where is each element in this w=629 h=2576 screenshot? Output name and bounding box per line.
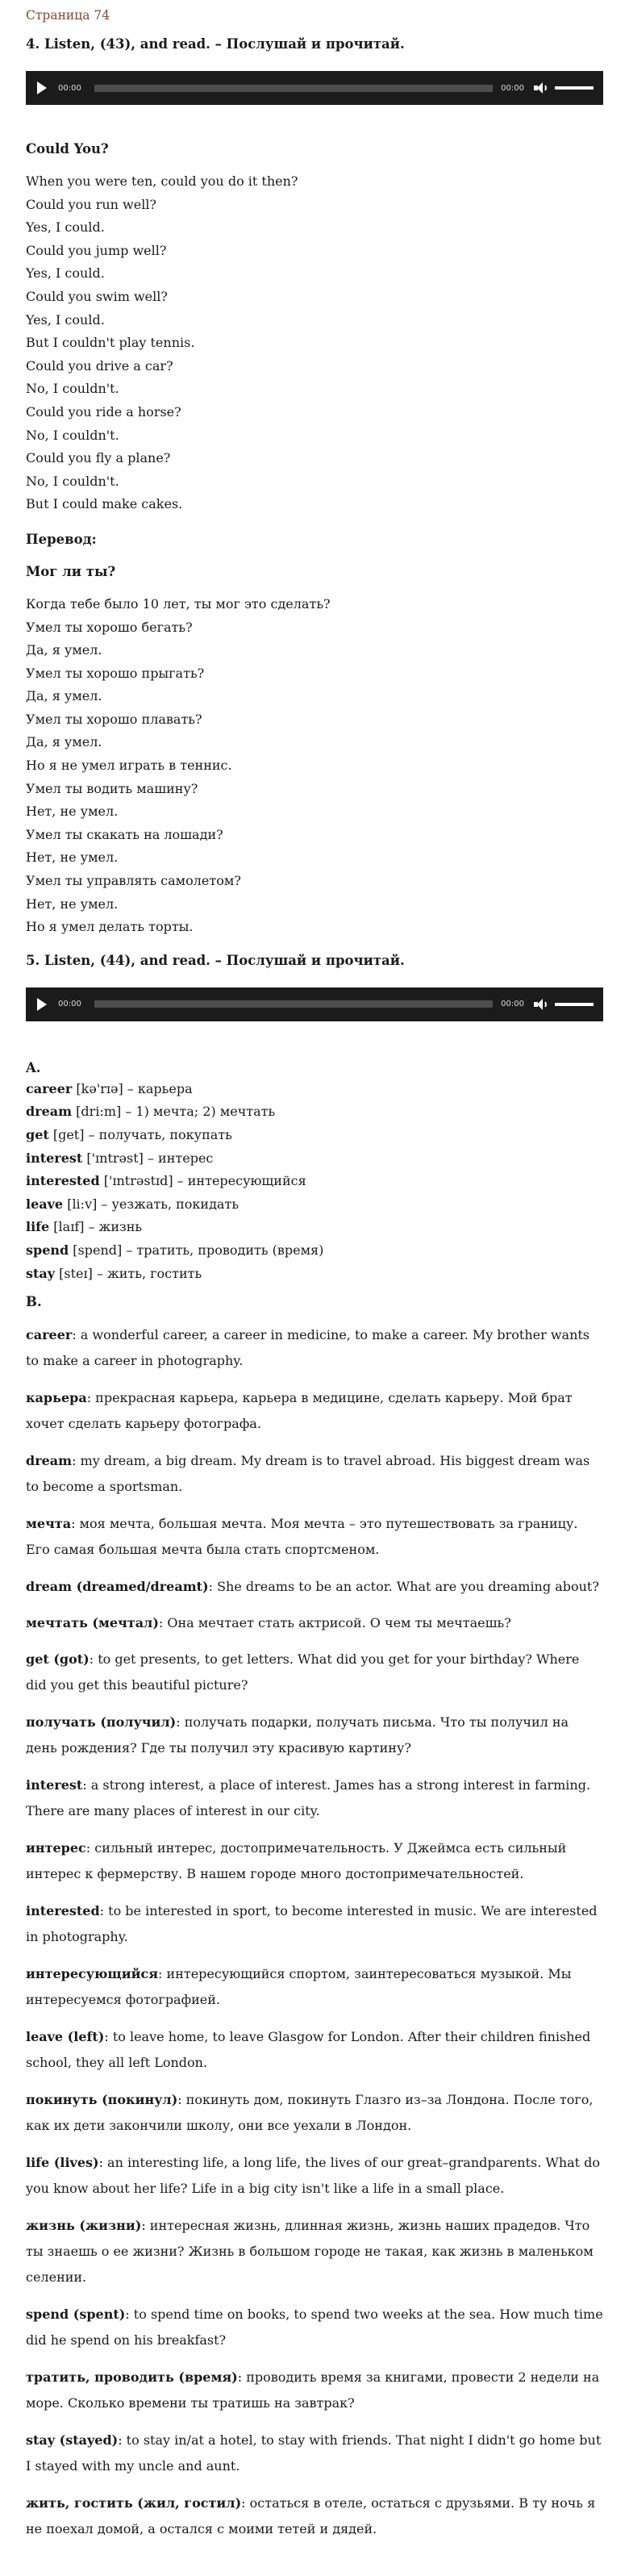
vocab-item — [26, 1216, 603, 1239]
translation-line: Нет, не умел. — [26, 804, 119, 820]
entry-term: получать (получил) — [26, 1714, 177, 1731]
vocab-definition: ['ɪntrəst] – интерес — [82, 1150, 214, 1166]
vocab-word: spend — [26, 1242, 69, 1258]
entry-text: : прекрасная карьера, карьера в медицине, сделать карьеру. Мой брат хочет сделать карьеру фотографа. — [26, 1390, 573, 1432]
usage-entry — [26, 1647, 603, 1698]
part-a-label: A. — [26, 1059, 41, 1075]
entry-text: : She dreams to be an actor. What are you dreaming about? — [208, 1579, 599, 1595]
entry-text: : to stay in/at a hotel, to stay with friends. That night I didn't go home but I stayed with my uncle and aunt. — [26, 2432, 602, 2474]
usage-entry — [26, 1511, 603, 1563]
entry-text: : Она мечтает стать актрисой. О чем ты мечтаешь? — [158, 1615, 511, 1631]
translation-line: Нет, не умел. — [26, 850, 119, 866]
translation-line: Но я умел делать торты. — [26, 919, 194, 935]
exercise-4-heading: 4. Listen, (43), and read. – Послушай и прочитай. — [26, 36, 405, 52]
usage-entry — [26, 1772, 603, 1824]
usage-entry — [26, 1898, 603, 1950]
vocab-word: stay — [26, 1265, 56, 1281]
usage-entry — [26, 1961, 603, 2013]
progress-rail[interactable] — [94, 85, 493, 92]
vocab-item — [26, 1170, 603, 1193]
entry-term: dream (dreamed/dreamt) — [26, 1579, 209, 1595]
entry-term: spend (spent) — [26, 2307, 126, 2323]
entry-term: интерес — [26, 1840, 86, 1856]
poem-line: Could you jump well? — [26, 242, 167, 258]
usage-entry — [26, 1610, 603, 1636]
vocab-item — [26, 1100, 603, 1124]
usage-entry — [26, 1448, 603, 1500]
usage-entry — [26, 2087, 603, 2139]
audio-player-43 — [26, 71, 603, 105]
poem-line: Could you run well? — [26, 196, 157, 212]
translation-label: Перевод: — [26, 531, 97, 547]
poem-line: No, I couldn't. — [26, 473, 119, 489]
poem-line: When you were ten, could you do it then? — [26, 173, 298, 189]
poem-line: But I couldn't play tennis. — [26, 335, 195, 351]
exercise-5-heading: 5. Listen, (44), and read. – Послушай и прочитай. — [26, 952, 405, 968]
entry-term: карьера — [26, 1390, 87, 1406]
entry-text: : to leave home, to leave Glasgow for London. After their children finished school, they all left London. — [26, 2029, 591, 2071]
translation-lines — [26, 593, 603, 939]
poem-line: Could you ride a horse? — [26, 403, 181, 420]
usage-entry — [26, 1574, 603, 1600]
audio-player-44 — [26, 987, 603, 1021]
entry-text: : интересная жизнь, длинная жизнь, жизнь наших прадедов. Что ты знаешь о ее жизни? Жизнь в большом городе не такая, как жизнь в маленьком селении. — [26, 2218, 594, 2286]
usage-entry — [26, 1322, 603, 1374]
entry-text: : my dream, a big dream. My dream is to travel abroad. His biggest dream was to become a sportsman. — [26, 1453, 590, 1495]
vocab-item — [26, 1078, 603, 1101]
vocab-item — [26, 1263, 603, 1286]
translation-line: Но я не умел играть в теннис. — [26, 758, 232, 774]
entry-text: : a strong interest, a place of interest. James has a strong interest in farming. There are many places of interest in our city. — [26, 1777, 591, 1819]
vocab-word: interested — [26, 1173, 100, 1189]
entry-text: : интересующийся спортом, заинтересоваться музыкой. Мы интересуемся фотографией. — [26, 1966, 572, 2008]
translation-line: Когда тебе было 10 лет, ты мог это сделать? — [26, 595, 331, 612]
vocab-word: dream — [26, 1104, 73, 1120]
poem-line: Yes, I could. — [26, 219, 105, 236]
usage-entry — [26, 2150, 603, 2202]
vocab-definition: [kə'rɪə] – карьера — [72, 1080, 193, 1096]
usage-entry — [26, 2490, 603, 2542]
entry-text: : моя мечта, большая мечта. Моя мечта – это путешествовать за границу. Его самая большая мечта была стать спортсменом. — [26, 1516, 578, 1558]
entry-term: life (lives) — [26, 2155, 99, 2171]
entry-term: leave (left) — [26, 2029, 105, 2045]
part-b-label: B. — [26, 1294, 42, 1310]
vocab-definition: [laɪf] – жизнь — [49, 1219, 143, 1235]
poem-line: Could you fly a plane? — [26, 450, 171, 466]
entry-term: career — [26, 1327, 73, 1343]
entry-term: жить, гостить (жил, гостил) — [26, 2495, 242, 2511]
translation-line: Умел ты хорошо бегать? — [26, 619, 193, 635]
vocab-definition: [li:v] – уезжать, покидать — [63, 1196, 240, 1212]
entry-text: : to spend time on books, to spend two weeks at the sea. How much time did he spend on his breakfast? — [26, 2307, 603, 2348]
usage-entry — [26, 2302, 603, 2353]
vocab-word: interest — [26, 1150, 83, 1166]
entry-text: : покинуть дом, покинуть Глазго из–за Лондона. После того, как их дети закончили школу, они все уехали в Лондон. — [26, 2092, 594, 2134]
entry-text: : to be interested in sport, to become interested in music. We are interested in photography. — [26, 1903, 598, 1945]
entry-term: interested — [26, 1903, 100, 1919]
poem-line: Yes, I could. — [26, 265, 105, 282]
entry-term: интересующийся — [26, 1966, 159, 1982]
poem-lines — [26, 170, 603, 516]
poem-line: Could you swim well? — [26, 288, 168, 304]
entry-term: покинуть (покинул) — [26, 2092, 178, 2108]
vocab-definition: [spend] – тратить, проводить (время) — [69, 1242, 324, 1258]
vocab-item — [26, 1193, 603, 1217]
current-time: 00:00 — [58, 83, 81, 93]
poem-line: No, I couldn't. — [26, 427, 119, 443]
vocab-definition: [steɪ] – жить, гостить — [55, 1265, 202, 1281]
vocab-word: life — [26, 1219, 50, 1235]
translation-line: Умел ты скакать на лошади? — [26, 826, 223, 842]
duration-time: 00:00 — [501, 1000, 524, 1009]
entry-text: : to get presents, to get letters. What did you get for your birthday? Where did you get this beautiful picture? — [26, 1651, 580, 1693]
translation-line: Умел ты управлять самолетом? — [26, 873, 241, 889]
translation-line: Да, я умел. — [26, 734, 102, 750]
entry-text: : получать подарки, получать письма. Что ты получил на день рождения? Где ты получил эту красивую картину? — [26, 1714, 569, 1756]
entry-text: : остаться в отеле, остаться с друзьями. В ту ночь я не поехал домой, а остался с моими тетей и дядей. — [26, 2495, 596, 2537]
vocab-list — [26, 1078, 603, 1285]
usage-entry — [26, 1385, 603, 1437]
entry-term: dream — [26, 1453, 73, 1469]
entry-term: мечта — [26, 1516, 72, 1532]
usage-entry — [26, 2213, 603, 2290]
vocab-word: leave — [26, 1196, 64, 1212]
volume-icon[interactable] — [534, 82, 547, 94]
entry-term: тратить, проводить (время) — [26, 2369, 238, 2386]
poem-line: No, I couldn't. — [26, 381, 119, 397]
vocab-item — [26, 1147, 603, 1171]
translation-line: Умел ты хорошо плавать? — [26, 711, 202, 727]
entry-text: : a wonderful career, a career in medicine, to make a career. My brother wants to make a career in photography. — [26, 1327, 590, 1369]
volume-slider[interactable] — [555, 86, 594, 90]
usage-entries — [26, 1322, 603, 2542]
entry-term: interest — [26, 1777, 83, 1793]
translation-line: Да, я умел. — [26, 642, 102, 658]
vocab-definition: [dri:m] – 1) мечта; 2) мечтать — [72, 1104, 276, 1120]
translation-line: Нет, не умел. — [26, 896, 119, 912]
translation-title: Мог ли ты? — [26, 563, 116, 579]
poem-line: Yes, I could. — [26, 311, 105, 328]
vocab-definition: [ɡet] – получать, покупать — [48, 1127, 232, 1142]
progress-rail[interactable] — [94, 1000, 493, 1008]
vocab-item — [26, 1239, 603, 1263]
usage-entry — [26, 2365, 603, 2416]
vocab-item — [26, 1124, 603, 1147]
entry-term: get (got) — [26, 1651, 90, 1668]
usage-entry — [26, 1835, 603, 1887]
entry-text: : an interesting life, a long life, the lives of our great–grandparents. What do you know about her life? Life in a big city isn't like a life in a small place. — [26, 2155, 601, 2197]
vocab-word: get — [26, 1127, 49, 1142]
translation-line: Умел ты водить машину? — [26, 780, 198, 796]
usage-entry — [26, 2024, 603, 2076]
page-number-label: Страница 74 — [26, 8, 110, 23]
current-time: 00:00 — [58, 1000, 81, 1009]
entry-term: мечтать (мечтал) — [26, 1615, 159, 1631]
entry-term: stay (stayed) — [26, 2432, 119, 2449]
play-icon[interactable] — [37, 998, 47, 1011]
volume-slider[interactable] — [555, 1003, 594, 1006]
vocab-word: career — [26, 1080, 73, 1096]
duration-time: 00:00 — [501, 83, 524, 93]
vocab-definition: ['ɪntrəstɪd] – интересующийся — [99, 1173, 306, 1189]
poem-line: Could you drive a car? — [26, 357, 173, 374]
usage-entry — [26, 2428, 603, 2479]
usage-entry — [26, 1710, 603, 1761]
volume-icon[interactable] — [534, 999, 547, 1010]
translation-line: Да, я умел. — [26, 688, 102, 704]
entry-text: : проводить время за книгами, провести 2 недели на море. Сколько времени ты тратишь на завтрак? — [26, 2369, 600, 2411]
poem-line: But I could make cakes. — [26, 496, 183, 512]
play-icon[interactable] — [37, 81, 47, 94]
entry-term: жизнь (жизни) — [26, 2218, 142, 2234]
poem-title: Could You? — [26, 141, 109, 157]
translation-line: Умел ты хорошо прыгать? — [26, 665, 205, 681]
entry-text: : сильный интерес, достопримечательность. У Джеймса есть сильный интерес к фермерству. В нашем городе много достопримечательностей. — [26, 1840, 567, 1882]
